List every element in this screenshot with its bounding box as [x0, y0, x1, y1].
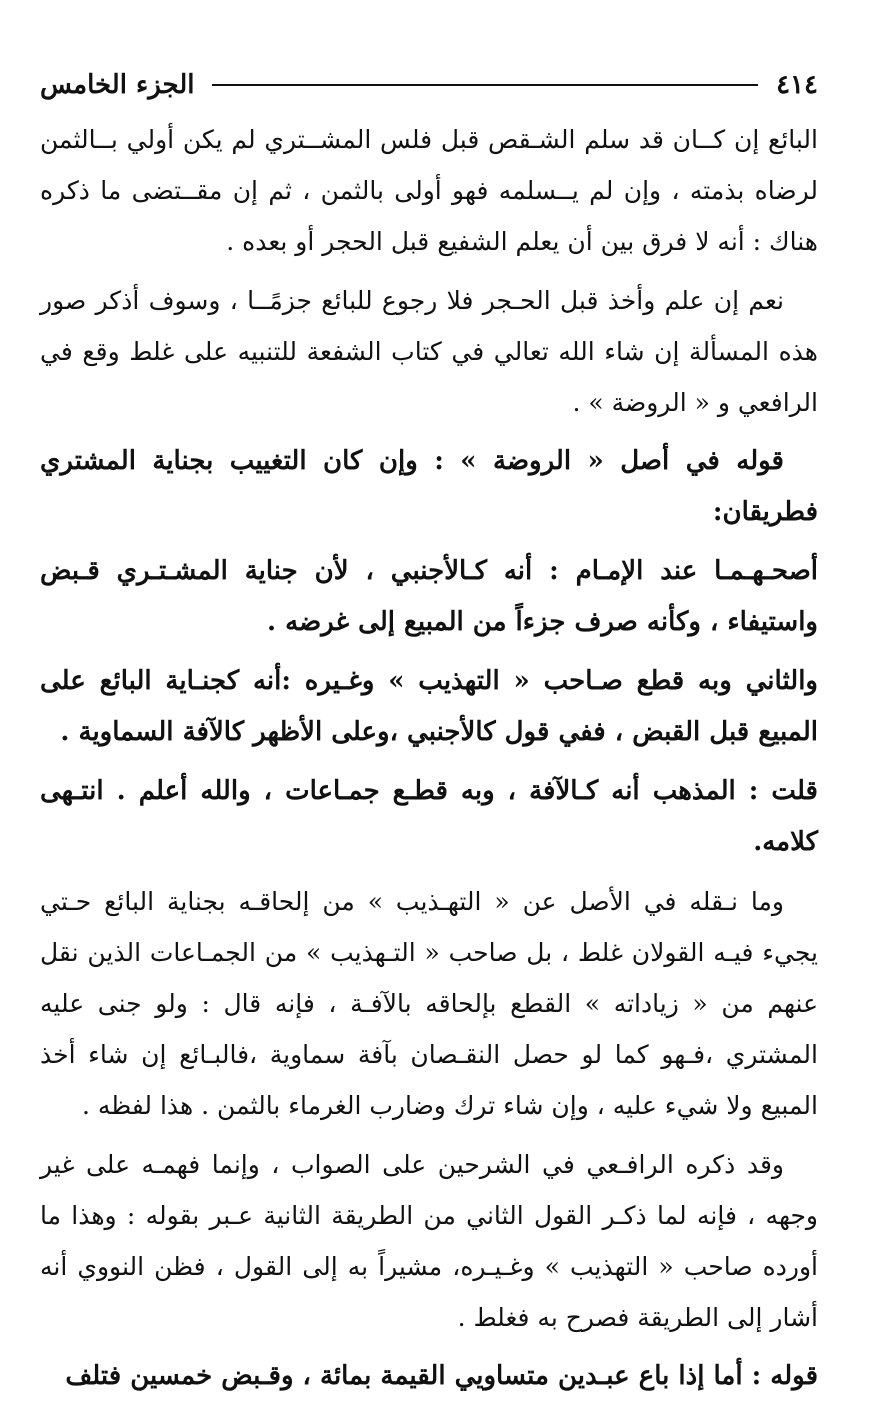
volume-title: الجزء الخامس — [40, 70, 195, 100]
paragraph: وقد ذكره الرافـعي في الشرحين على الصواب ، وإنما فهمـه على غير وجهه ، فإنه لما ذكـر القول الثاني من الطريقة الثانية عـبر بقوله : وهذا ما أورده صاحب « التهذيب » وغـيـره، مشيراً به إلى القول ، فظن النووي أنه أشار إلى الطريقة فصرح به فغلط . — [40, 1150, 818, 1332]
bold-paragraph: والثاني وبه قطع صـاحب « التهذيب » وغـيره :أنه كجنـاية البائع على المبيع قبل القبض ، ففي قول كالأجنبي ،وعلى الأظهر كالآفة السماوية . — [40, 666, 818, 747]
book-page — [40, 60, 818, 1410]
paragraph: البائع إن كــان قد سلم الشـقص قبل فلس المشــتري لم يكن أولي بــالثمن لرضاه بذمته ، وإن لم يــسلمه فهو أولى بالثمن ، ثم إن مقــتضى ما ذكره هناك : أنه لا فرق بين أن يعلم الشفيع قبل الحجر أو بعده . — [40, 125, 818, 256]
paragraph: وما نـقله في الأصل عن « التهـذيب » من إلحاقـه بجناية البائع حـتي يجيء فيـه القولان غلط ، بل صاحب « التـهذيب » من الجمـاعات الذين نقل عنهم من « زياداته » القطع بإلحاقه بالآفـة ، فإنه قال : ولو جنى عليه المشتري ،فـهو كما لو حصل النقـصان بآفة سماوية ،فالبـائع إن شاء أخذ المبيع ولا شيء عليه ، وإن شاء ترك وضارب الغرماء بالثمن . هذا لفظه . — [40, 887, 818, 1120]
bold-paragraph: قلت : المذهب أنه كـالآفة ، وبه قطـع جمـاعات ، والله أعلم . انتـهى كلامه. — [40, 776, 818, 857]
page-number: ٤١٤ — [776, 70, 818, 100]
bold-paragraph: قوله : أما إذا باع عبـدين متساويي القيمة بمائة ، وقـبض خمسين فتلف — [65, 1361, 818, 1391]
paragraph: نعم إن علم وأخذ قبل الحـجر فلا رجوع للبائع جزمًــا ، وسوف أذكر صور هذه المسألة إن شاء الله تعالي في كتاب الشفعة للتنبيه على غلط وقع في الرافعي و « الروضة » . — [40, 286, 818, 417]
bold-paragraph: أصحـهـمـا عند الإمـام : أنه كـالأجنبي ، لأن جناية المشـتـري قـبض واستيفاء ، وكأنه صرف جزءاً من المبيع إلى غرضه . — [40, 556, 818, 637]
running-header — [40, 60, 818, 110]
header-rule — [212, 84, 758, 86]
bold-paragraph: قوله في أصل « الروضة » : وإن كان التغييب بجناية المشتري فطريقان: — [40, 446, 818, 527]
